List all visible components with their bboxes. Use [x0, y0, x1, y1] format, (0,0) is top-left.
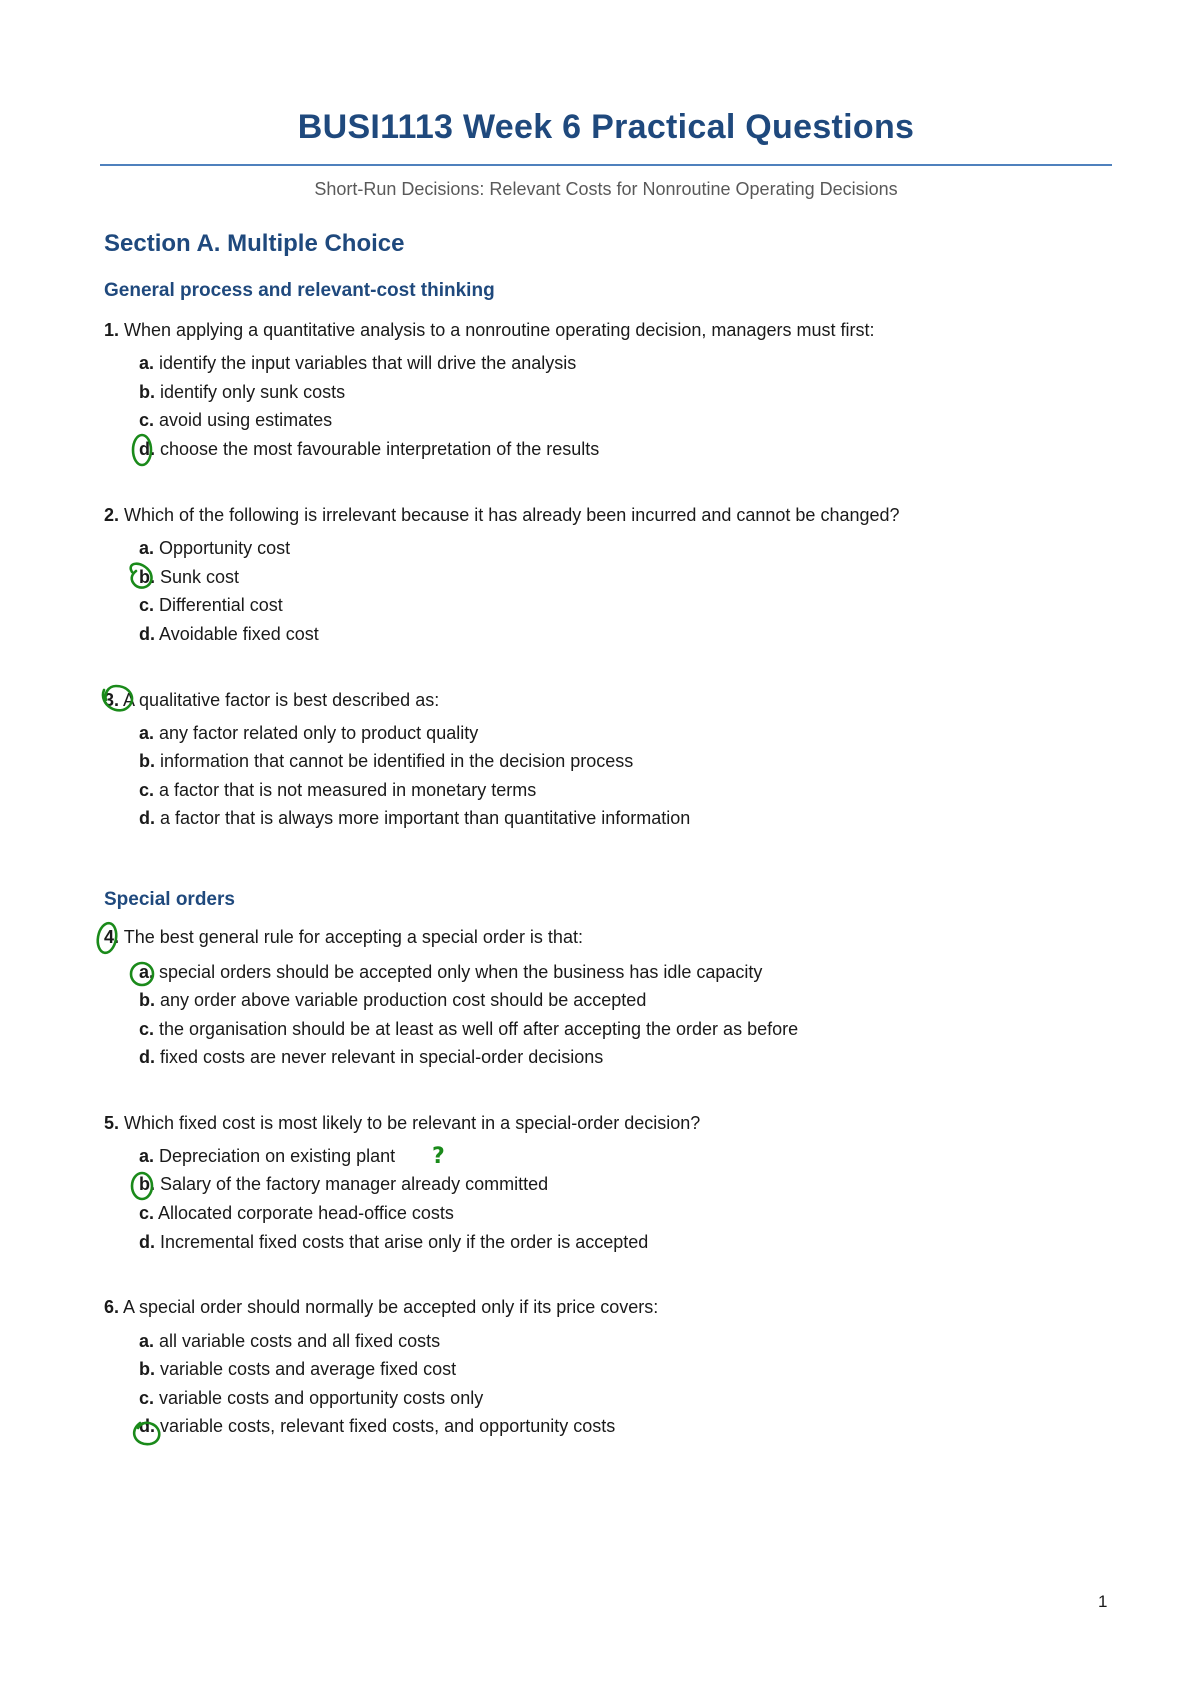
- option-text: variable costs, relevant fixed costs, and opportunity costs: [160, 1416, 616, 1436]
- option-letter: c.: [139, 780, 155, 800]
- option-letter: d.: [139, 1232, 155, 1252]
- question-number: 6.: [104, 1297, 120, 1317]
- option-letter: c.: [139, 1203, 155, 1223]
- question-6: [104, 1297, 658, 1318]
- option-text: Avoidable fixed cost: [159, 624, 319, 644]
- option-text: special orders should be accepted only when the business has idle capacity: [159, 962, 763, 982]
- q6-option-d: [139, 1416, 615, 1437]
- option-text: Differential cost: [159, 595, 283, 615]
- option-text: Depreciation on existing plant: [159, 1146, 396, 1166]
- option-letter: b.: [139, 382, 155, 402]
- subheading-general-process: General process and relevant-cost thinking: [104, 280, 495, 301]
- option-letter: b.: [139, 567, 155, 587]
- q3-option-d: [139, 808, 690, 829]
- option-text: a factor that is always more important than quantitative information: [160, 808, 691, 828]
- option-text: all variable costs and all fixed costs: [159, 1331, 441, 1351]
- q5-option-b: [139, 1174, 548, 1195]
- option-text: variable costs and opportunity costs only: [159, 1388, 484, 1408]
- option-text: information that cannot be identified in the decision process: [160, 751, 634, 771]
- section-heading: Section A. Multiple Choice: [104, 230, 405, 257]
- q2-option-c: [139, 595, 283, 616]
- q2-option-d: [139, 624, 319, 645]
- question-5: [104, 1113, 700, 1134]
- q5-option-c: [139, 1203, 454, 1224]
- option-letter: b.: [139, 751, 155, 771]
- q3-option-b: [139, 751, 633, 772]
- option-letter: b.: [139, 1359, 155, 1379]
- q4-option-b: [139, 990, 646, 1011]
- subheading-special-orders: Special orders: [104, 889, 235, 910]
- option-letter: a.: [139, 962, 155, 982]
- option-text: identify only sunk costs: [160, 382, 346, 402]
- q6-option-c: [139, 1388, 483, 1409]
- q3-option-c: [139, 780, 536, 801]
- option-text: any factor related only to product quality: [159, 723, 479, 743]
- option-text: Salary of the factory manager already committed: [160, 1174, 549, 1194]
- question-text: Which of the following is irrelevant because it has already been incurred and cannot be changed?: [124, 505, 900, 525]
- option-letter: c.: [139, 410, 155, 430]
- q4-option-d: [139, 1047, 603, 1068]
- option-text: Opportunity cost: [159, 538, 291, 558]
- option-letter: a.: [139, 1331, 155, 1351]
- option-text: any order above variable production cost should be accepted: [160, 990, 647, 1010]
- q2-option-a: [139, 538, 290, 559]
- handwritten-question-mark: ?: [432, 1144, 445, 1169]
- page-subtitle: Short-Run Decisions: Relevant Costs for Nonroutine Operating Decisions: [314, 179, 898, 199]
- q4-option-a: [139, 962, 762, 983]
- option-letter: a.: [139, 1146, 155, 1166]
- option-text: Sunk cost: [160, 567, 240, 587]
- option-text: avoid using estimates: [159, 410, 333, 430]
- q1-option-d: [139, 439, 599, 460]
- option-text: choose the most favourable interpretation of the results: [160, 439, 600, 459]
- q2-option-b: [139, 567, 239, 588]
- question-number: 2.: [104, 505, 120, 525]
- option-text: Incremental fixed costs that arise only if the order is accepted: [160, 1232, 649, 1252]
- question-text: A qualitative factor is best described as:: [123, 690, 440, 710]
- option-letter: c.: [139, 595, 155, 615]
- q1-option-a: [139, 353, 576, 374]
- question-number: 1.: [104, 320, 120, 340]
- question-4: [104, 927, 583, 948]
- question-text: When applying a quantitative analysis to a nonroutine operating decision, managers must first:: [124, 320, 875, 340]
- q1-option-b: [139, 382, 345, 403]
- option-letter: d.: [139, 1416, 155, 1436]
- option-letter: a.: [139, 723, 155, 743]
- option-text: variable costs and average fixed cost: [160, 1359, 457, 1379]
- title-divider: [100, 164, 1112, 166]
- page-title: BUSI1113 Week 6 Practical Questions: [297, 108, 915, 146]
- q6-option-b: [139, 1359, 456, 1380]
- option-text: the organisation should be at least as well off after accepting the order as before: [159, 1019, 799, 1039]
- question-number: 4.: [104, 927, 120, 947]
- page-number: 1: [1098, 1592, 1108, 1611]
- question-text: A special order should normally be accepted only if its price covers:: [123, 1297, 659, 1317]
- question-number: 5.: [104, 1113, 120, 1133]
- option-letter: c.: [139, 1388, 155, 1408]
- q6-option-a: [139, 1331, 440, 1352]
- q4-option-c: [139, 1019, 798, 1040]
- option-text: a factor that is not measured in monetary terms: [159, 780, 537, 800]
- option-letter: a.: [139, 353, 155, 373]
- question-1: [104, 320, 874, 341]
- option-letter: d.: [139, 1047, 155, 1067]
- q3-option-a: [139, 723, 478, 744]
- option-text: fixed costs are never relevant in special-order decisions: [160, 1047, 604, 1067]
- question-text: The best general rule for accepting a special order is that:: [123, 927, 583, 947]
- option-letter: a.: [139, 538, 155, 558]
- option-letter: d.: [139, 624, 155, 644]
- question-3: [104, 690, 439, 711]
- option-text: identify the input variables that will drive the analysis: [159, 353, 577, 373]
- q1-option-c: [139, 410, 332, 431]
- option-letter: b.: [139, 990, 155, 1010]
- question-text: Which fixed cost is most likely to be relevant in a special-order decision?: [124, 1113, 701, 1133]
- q5-option-d: [139, 1232, 648, 1253]
- question-number: 3.: [104, 690, 120, 710]
- option-text: Allocated corporate head-office costs: [158, 1203, 454, 1223]
- option-letter: d.: [139, 439, 155, 459]
- q5-option-a: [139, 1146, 395, 1167]
- option-letter: d.: [139, 808, 155, 828]
- option-letter: b.: [139, 1174, 155, 1194]
- question-2: [104, 505, 900, 526]
- option-letter: c.: [139, 1019, 155, 1039]
